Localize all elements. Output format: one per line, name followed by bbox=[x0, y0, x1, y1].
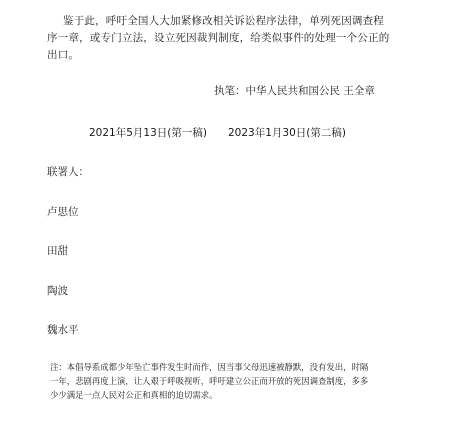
signers-label: 联署人： bbox=[47, 166, 89, 178]
note-line-1: 注：本倡导系成都少年坠亡事件发生时而作，因当事父母迅速被静默，没有发出，时隔 bbox=[50, 362, 369, 372]
body-line-2: 序一章，或专门立法，设立死因裁判制度，给类似事件的处理一个公正的 bbox=[47, 32, 390, 44]
signer-name: 卢思位 bbox=[47, 206, 79, 218]
body-line-3: 出口。 bbox=[47, 49, 80, 61]
note-line-3: 少少满足一点人民对公正和真相的迫切需求。 bbox=[50, 390, 218, 400]
signer-name: 陶波 bbox=[47, 285, 68, 297]
note-line-2: 一年，悲剧再度上演，让人艰于呼吸视听，呼吁建立公正而开放的死因调查制度，多多 bbox=[50, 376, 369, 386]
signer-name: 魏水平 bbox=[47, 324, 79, 336]
draft-date-first: 2021年5月13日(第一稿) bbox=[89, 127, 207, 139]
body-line-1: 鉴于此，呼吁全国人大加紧修改相关诉讼程序法律，单列死因调查程 bbox=[63, 15, 384, 27]
signer-name: 田甜 bbox=[47, 245, 68, 257]
draft-date-second: 2023年1月30日(第二稿) bbox=[228, 127, 346, 139]
author-line: 执笔：中华人民共和国公民 王全章 bbox=[214, 85, 375, 97]
